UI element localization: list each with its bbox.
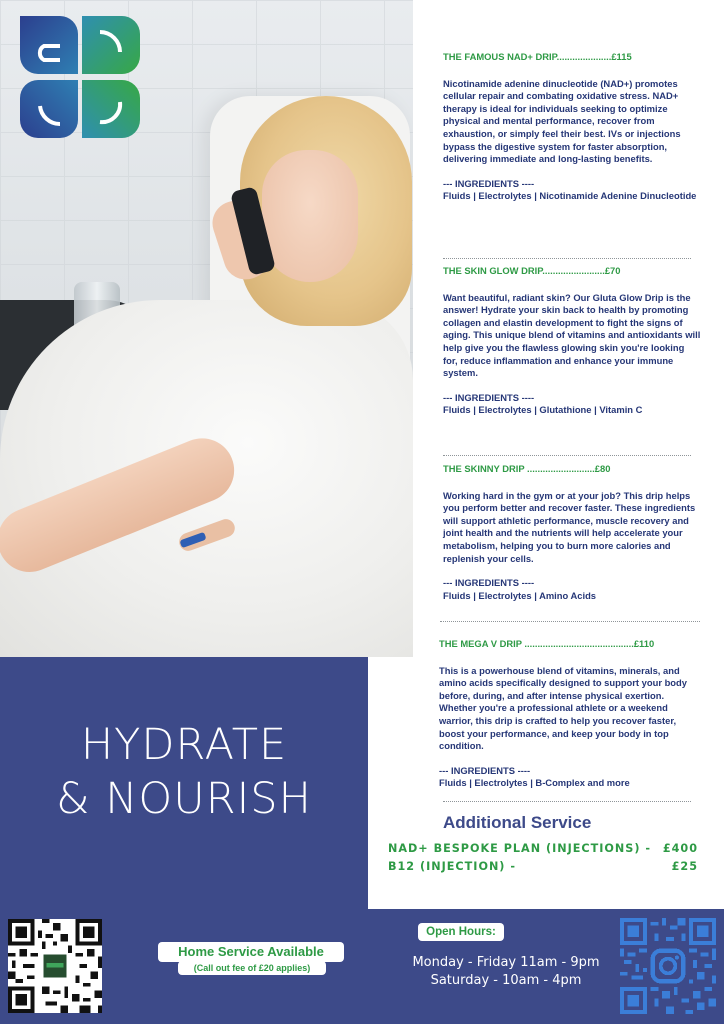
service-price: £25 bbox=[671, 860, 698, 873]
drip-item bbox=[439, 638, 703, 790]
hero-title bbox=[0, 718, 368, 826]
hours-saturday: Saturday - 10am - 4pm bbox=[430, 973, 582, 988]
qr-code[interactable] bbox=[8, 919, 102, 1013]
drip-item bbox=[443, 265, 701, 417]
face bbox=[262, 150, 358, 282]
service-label: NAD+ BESPOKE PLAN (INJECTIONS) - bbox=[388, 842, 651, 855]
drip-description: Nicotinamide adenine dinucleotide (NAD+) promotes cellular repair and combating oxidative stress. NAD+ therapy is ideal for individuals seeking to optimize physical and mental performance, recover from exhaustion, or simply feel their best. IVs or injections bypass the digestive system for faster absorption, delivering immediate and long-lasting benefits. bbox=[443, 77, 681, 165]
divider bbox=[440, 621, 700, 622]
divider bbox=[443, 801, 691, 802]
clover-logo-icon bbox=[20, 16, 140, 138]
ingredients-list: Fluids | Electrolytes | Glutathione | Vitamin C bbox=[443, 404, 643, 416]
divider bbox=[443, 258, 691, 259]
drip-title: THE MEGA V DRIP ..........................................£110 bbox=[439, 638, 655, 649]
divider bbox=[443, 455, 691, 456]
ingredients-heading: --- INGREDIENTS ---- bbox=[439, 764, 531, 776]
ingredients-heading: --- INGREDIENTS ---- bbox=[443, 177, 535, 189]
service-price: £400 bbox=[662, 842, 698, 855]
service-row bbox=[388, 860, 698, 873]
ingredients-heading: --- INGREDIENTS ---- bbox=[443, 391, 535, 403]
drip-description: Want beautiful, radiant skin? Our Gluta Glow Drip is the answer! Hydrate your skin back to health by promoting collagen and elastin development to fight the signs of aging. This unique blend of vitamins and antioxidants will help give you the flawless glowing skin you're looking for, reduce inflammation and enhance your immune system. bbox=[443, 291, 701, 379]
ingredients-list: Fluids | Electrolytes | Nicotinamide Adenine Dinucleotide bbox=[443, 190, 697, 202]
drip-item bbox=[443, 51, 701, 203]
hero-title-line1: HYDRATE bbox=[80, 720, 288, 770]
service-row bbox=[388, 842, 698, 855]
ingredients-heading: --- INGREDIENTS ---- bbox=[443, 577, 535, 589]
drip-title: THE SKIN GLOW DRIP........................£70 bbox=[443, 265, 621, 276]
home-service-badge: Home Service Available bbox=[158, 942, 344, 962]
call-out-fee-note: (Call out fee of £20 applies) bbox=[178, 961, 326, 975]
ingredients-list: Fluids | Electrolytes | B-Complex and more bbox=[439, 777, 630, 789]
ingredients-list: Fluids | Electrolytes | Amino Acids bbox=[443, 589, 597, 601]
drip-item bbox=[443, 463, 705, 602]
additional-service-title: Additional Service bbox=[443, 813, 592, 832]
instagram-qr-code[interactable] bbox=[620, 917, 716, 1015]
service-label: B12 (INJECTION) - bbox=[388, 860, 516, 873]
hero-title-line2: & NOURISH bbox=[56, 774, 312, 824]
drip-description: Working hard in the gym or at your job? This drip helps you perform better and recover faster. These ingredients will support athletic performance, muscle recovery and joint health and the nutrients will help accelerate your metabolism, helping you to burn more calories and replenish your cells. bbox=[443, 489, 696, 564]
hours-weekday: Monday - Friday 11am - 9pm bbox=[412, 955, 600, 970]
drip-description: This is a powerhouse blend of vitamins, minerals, and amino acids specifically designed to support your body before, during, and after intense physical exertion. Whether you're a professional athlete or a weekend warrior, this drip is crafted to help you recover faster, boost your performance, and keep your body in top condition. bbox=[439, 664, 687, 752]
drip-title: THE FAMOUS NAD+ DRIP.....................£115 bbox=[443, 51, 632, 62]
open-hours-label: Open Hours: bbox=[418, 923, 504, 941]
drip-title: THE SKINNY DRIP ..........................£80 bbox=[443, 463, 611, 474]
